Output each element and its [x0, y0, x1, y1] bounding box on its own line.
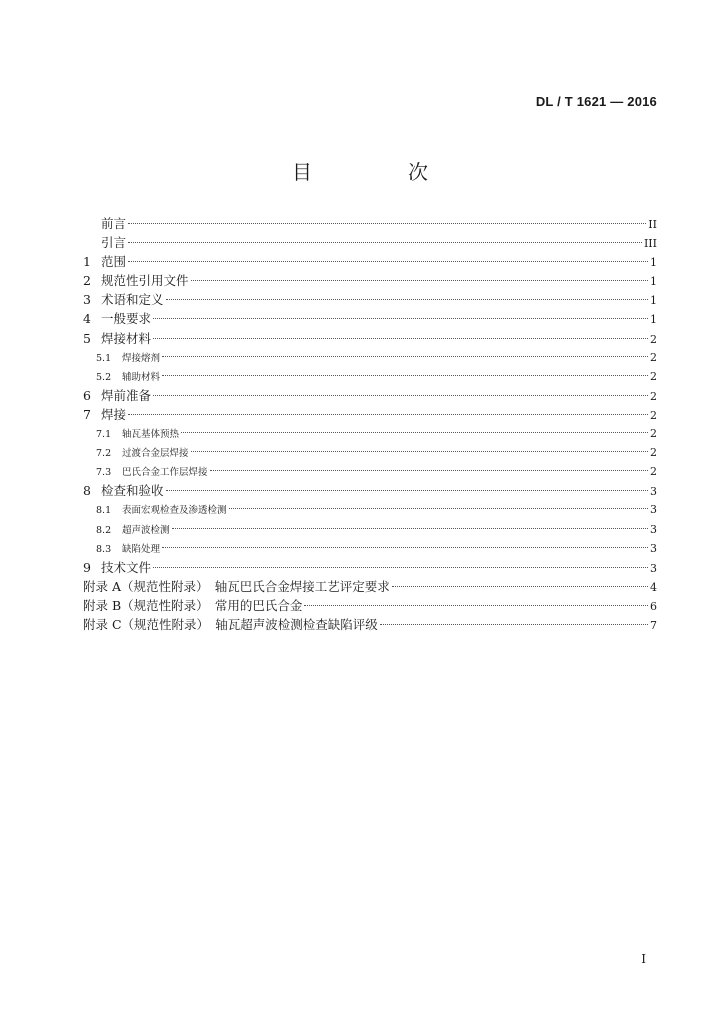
document-code: DL / T 1621 — 2016 — [535, 94, 657, 109]
toc-entry-number: 8.1 — [96, 505, 112, 517]
toc-entry-page: 2 — [650, 465, 657, 479]
toc-entry-label: 前言 — [101, 216, 127, 231]
toc-entry[interactable] — [83, 481, 657, 500]
toc-entry-number: 5 — [83, 330, 91, 346]
toc-entry-page: 1 — [650, 313, 657, 327]
toc-entry-number: 7.2 — [96, 448, 112, 460]
toc-dot-leader — [166, 298, 648, 300]
toc-entry-label: 超声波检测 — [122, 524, 170, 536]
toc-entry-label: 术语和定义 — [101, 292, 164, 308]
toc-entry-page: II — [648, 218, 657, 231]
toc-entry-number: 7.3 — [96, 467, 112, 479]
toc-entry-page: 2 — [650, 446, 657, 460]
toc-entry-number: 8 — [83, 483, 91, 499]
toc-entry-number: 9 — [83, 559, 91, 575]
toc-entry[interactable] — [83, 520, 657, 539]
toc-dot-leader — [380, 623, 648, 625]
toc-dot-leader — [153, 566, 648, 568]
toc-entry-number: 1 — [83, 254, 91, 270]
toc-entry[interactable] — [83, 596, 657, 615]
toc-dot-leader — [162, 355, 648, 357]
toc-entry-number: 7.1 — [96, 429, 112, 441]
toc-entry-page: 3 — [650, 522, 657, 536]
toc-entry-page: 3 — [650, 541, 657, 555]
toc-entry-label: 规范性引用文件 — [101, 273, 189, 289]
table-of-contents — [83, 214, 657, 634]
toc-entry-page: 2 — [650, 350, 657, 364]
toc-title: 目 次 — [292, 160, 466, 184]
toc-entry-label: 附录 C（规范性附录） 轴瓦超声波检测检查缺陷评级 — [83, 616, 378, 632]
toc-entry[interactable] — [83, 233, 657, 252]
toc-entry[interactable] — [83, 462, 657, 481]
toc-entry-label: 巴氏合金工作层焊接 — [122, 467, 208, 479]
toc-dot-leader — [153, 337, 648, 339]
toc-entry-label: 范围 — [101, 254, 127, 270]
toc-dot-leader — [162, 546, 648, 548]
toc-dot-leader — [128, 222, 646, 224]
toc-entry[interactable] — [83, 290, 657, 309]
toc-dot-leader — [166, 489, 648, 491]
toc-dot-leader — [172, 527, 648, 529]
toc-entry-label: 附录 B（规范性附录） 常用的巴氏合金 — [83, 597, 303, 613]
toc-dot-leader — [181, 431, 648, 433]
toc-entry[interactable] — [83, 539, 657, 558]
toc-dot-leader — [128, 413, 648, 415]
toc-entry[interactable] — [83, 252, 657, 271]
toc-entry-page: 3 — [650, 503, 657, 517]
toc-entry-number: 3 — [83, 292, 91, 308]
toc-entry-page: 1 — [650, 275, 657, 289]
toc-entry-label: 过渡合金层焊接 — [122, 448, 189, 460]
toc-entry[interactable] — [83, 405, 657, 424]
toc-entry-number: 8.3 — [96, 543, 112, 555]
toc-entry-number: 5.1 — [96, 352, 112, 364]
toc-entry[interactable] — [83, 309, 657, 328]
toc-entry[interactable] — [83, 424, 657, 443]
toc-dot-leader — [191, 279, 648, 281]
toc-entry-page: 2 — [650, 408, 657, 422]
toc-entry-page: 3 — [650, 561, 657, 575]
toc-entry-page: 2 — [650, 427, 657, 441]
toc-entry-label: 引言 — [101, 235, 127, 251]
toc-entry[interactable] — [83, 329, 657, 348]
toc-entry-number: 8.2 — [96, 524, 112, 536]
toc-dot-leader — [128, 241, 642, 243]
toc-entry[interactable] — [83, 214, 657, 233]
toc-entry-label: 轴瓦基体预热 — [122, 429, 180, 441]
toc-entry-label: 辅助材料 — [122, 371, 161, 383]
toc-entry-label: 焊前准备 — [101, 387, 152, 403]
toc-dot-leader — [304, 604, 648, 606]
toc-entry-number: 6 — [83, 387, 91, 403]
toc-dot-leader — [128, 260, 648, 262]
toc-entry-page: 1 — [650, 256, 657, 270]
toc-entry[interactable] — [83, 367, 657, 386]
toc-entry-page: 3 — [650, 485, 657, 499]
toc-dot-leader — [191, 450, 648, 452]
toc-dot-leader — [153, 317, 648, 319]
toc-entry-label: 检查和验收 — [101, 483, 164, 499]
toc-entry-page: III — [643, 237, 657, 251]
toc-entry[interactable] — [83, 577, 657, 596]
toc-entry-number: 7 — [83, 406, 91, 422]
toc-entry-label: 焊接 — [101, 406, 127, 422]
toc-entry-page: 6 — [650, 599, 657, 613]
toc-entry-number: 4 — [83, 311, 91, 327]
toc-entry[interactable] — [83, 271, 657, 290]
toc-entry[interactable] — [83, 386, 657, 405]
toc-entry-label: 焊接熔剂 — [122, 352, 161, 364]
toc-entry[interactable] — [83, 500, 657, 519]
toc-entry-page: 7 — [650, 618, 657, 632]
toc-dot-leader — [153, 394, 648, 396]
toc-entry-label: 焊接材料 — [101, 330, 152, 346]
toc-entry-label: 一般要求 — [101, 311, 152, 327]
toc-entry-page: 1 — [650, 294, 657, 308]
toc-entry[interactable] — [83, 348, 657, 367]
toc-entry-page: 2 — [650, 369, 657, 383]
toc-entry-label: 缺陷处理 — [122, 543, 161, 555]
toc-entry[interactable] — [83, 443, 657, 462]
toc-entry-page: 2 — [650, 332, 657, 346]
toc-entry[interactable] — [83, 558, 657, 577]
toc-dot-leader — [210, 469, 648, 471]
toc-dot-leader — [162, 374, 648, 376]
toc-entry-label: 技术文件 — [101, 559, 152, 575]
toc-entry-page: 2 — [650, 389, 657, 403]
toc-entry-label: 表面宏观检查及渗透检测 — [122, 505, 227, 517]
toc-entry-number: 5.2 — [96, 371, 112, 383]
toc-dot-leader — [392, 585, 648, 587]
toc-dot-leader — [229, 507, 648, 509]
toc-entry[interactable] — [83, 615, 657, 634]
page-number: I — [641, 952, 646, 966]
toc-entry-label: 附录 A（规范性附录） 轴瓦巴氏合金焊接工艺评定要求 — [83, 578, 390, 594]
toc-entry-page: 4 — [650, 580, 657, 594]
toc-entry-number: 2 — [83, 273, 91, 289]
